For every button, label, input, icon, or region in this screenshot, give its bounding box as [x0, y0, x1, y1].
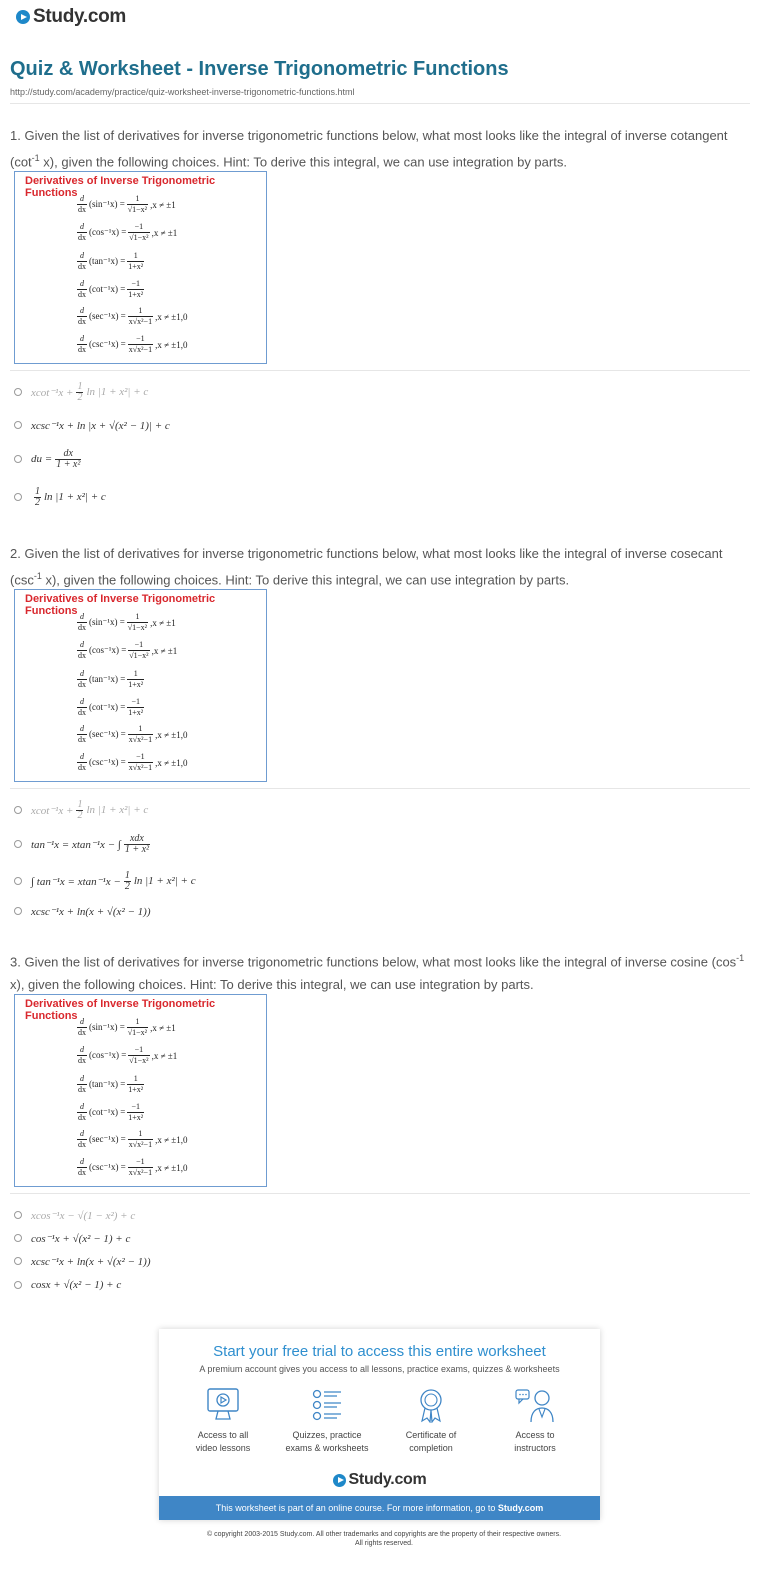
fraction-denominator: dx — [78, 735, 86, 744]
formula-function: (cot⁻¹x) = — [89, 284, 126, 294]
answer-option[interactable] — [14, 1275, 121, 1295]
option-expression: ln |1 + x²| + c — [133, 875, 196, 887]
fraction-denominator: 1+x² — [128, 1085, 144, 1094]
fraction — [34, 487, 41, 508]
option-expression: du = — [31, 453, 53, 465]
formula-function: (cot⁻¹x) = — [89, 702, 126, 712]
fraction-numerator: 1 — [127, 669, 144, 680]
fraction-denominator: dx — [78, 1113, 86, 1122]
fraction-numerator: d — [77, 612, 87, 623]
fraction-numerator: 1 — [77, 798, 83, 810]
derivative-formula — [77, 640, 179, 666]
fraction-denominator: x√x²−1 — [128, 735, 153, 744]
fraction — [127, 1102, 144, 1123]
fraction-denominator: 1 + x² — [124, 843, 150, 855]
promo-bar-text: This worksheet is part of an online course. For more information, go to — [215, 1503, 498, 1513]
formula-function: (cos⁻¹x) = — [89, 227, 127, 237]
question-body: x), given the following choices. Hint: To derive this integral, we can use integration by parts. — [39, 154, 567, 170]
fraction-denominator: √1−x² — [127, 623, 148, 632]
fraction — [127, 194, 148, 215]
fraction-numerator: d — [77, 279, 87, 290]
option-expression: xcot⁻¹x + — [31, 804, 74, 817]
derivative-formula — [77, 1102, 148, 1128]
fraction-denominator: x√x²−1 — [128, 763, 153, 772]
fraction-numerator: −1 — [127, 697, 144, 708]
fraction — [127, 279, 144, 300]
formula-function: (tan⁻¹x) = — [89, 674, 126, 684]
question-text — [10, 947, 750, 996]
formula-function: (cos⁻¹x) = — [89, 1050, 127, 1060]
certificate-ribbon-icon — [414, 1387, 448, 1423]
fraction-numerator: d — [77, 1129, 87, 1140]
fraction — [128, 1129, 153, 1150]
free-trial-promo — [159, 1329, 600, 1520]
fraction — [77, 1129, 87, 1150]
fraction-numerator: d — [77, 640, 87, 651]
fraction-denominator: dx — [78, 317, 86, 326]
feature-line: Access to — [515, 1430, 555, 1440]
inverse-superscript: -1 — [736, 953, 745, 963]
derivatives-table-title: Derivatives of Inverse Trigonometric Functions — [25, 998, 216, 1022]
question-body: x), given the following choices. Hint: To derive this integral, we can use integration by parts. — [10, 977, 534, 993]
fraction-numerator: −1 — [128, 334, 153, 345]
answer-option[interactable] — [14, 449, 84, 469]
feature-line: instructors — [514, 1443, 556, 1453]
derivatives-table-title: Derivatives of Inverse Trigonometric Functions — [25, 175, 216, 199]
formula-function: (cos⁻¹x) = — [89, 645, 127, 655]
study-logo[interactable] — [16, 6, 126, 28]
formula-function: (cot⁻¹x) = — [89, 1107, 126, 1117]
question-number: 3. — [10, 954, 21, 970]
fraction-denominator: √1−x² — [129, 651, 149, 660]
derivatives-table-image — [14, 589, 267, 782]
answer-option[interactable] — [14, 382, 148, 402]
fraction — [77, 724, 87, 745]
fraction-denominator: dx — [78, 205, 86, 214]
derivative-formula — [77, 697, 148, 723]
derivative-formula — [77, 222, 179, 248]
divider — [10, 1193, 750, 1194]
formula-function: (sin⁻¹x) = — [89, 617, 125, 627]
option-expression: xcsc⁻¹x + ln |x + √(x² − 1)| + c — [31, 419, 170, 432]
fraction — [77, 697, 87, 718]
answer-option[interactable] — [14, 901, 151, 921]
formula-condition: ,x ≠ ±1,0 — [155, 757, 188, 768]
fraction-numerator: d — [77, 194, 87, 205]
formula-condition: ,x ≠ ±1 — [150, 617, 176, 628]
logo-text: Study.com — [33, 6, 127, 27]
fraction — [77, 752, 87, 773]
derivative-formula — [77, 1017, 178, 1043]
fraction-denominator: dx — [78, 651, 86, 660]
fraction-numerator: 1 — [127, 194, 148, 205]
option-expression: ln |1 + x²| + c — [86, 386, 149, 398]
feature-line: completion — [409, 1443, 453, 1453]
fraction — [128, 334, 153, 355]
fraction-denominator: dx — [78, 680, 86, 689]
promo-info-bar — [159, 1496, 600, 1520]
fraction-denominator: dx — [78, 233, 86, 242]
derivatives-table-image — [14, 994, 267, 1187]
fraction-denominator: 1+x² — [128, 680, 144, 689]
formula-function: (sin⁻¹x) = — [89, 1022, 125, 1032]
radio-button[interactable] — [14, 1234, 22, 1242]
derivative-formula — [77, 1157, 189, 1183]
feature-certificate — [381, 1387, 481, 1455]
fraction — [77, 194, 87, 215]
fraction-numerator: 1 — [128, 724, 153, 735]
fraction-denominator: dx — [78, 708, 86, 717]
derivatives-table-image — [14, 171, 267, 364]
derivative-formula — [77, 306, 189, 332]
fraction — [127, 1074, 144, 1095]
formula-condition: ,x ≠ ±1 — [151, 1050, 178, 1061]
fraction-numerator: d — [77, 669, 87, 680]
radio-button[interactable] — [14, 1281, 22, 1289]
divider — [10, 103, 750, 104]
radio-button[interactable] — [14, 1257, 22, 1265]
fraction-denominator: x√x²−1 — [128, 1140, 153, 1149]
formula-function: (tan⁻¹x) = — [89, 1079, 126, 1089]
fraction-denominator: 1 + x² — [56, 458, 81, 470]
question-text — [10, 542, 750, 591]
derivative-formula — [77, 1074, 148, 1100]
fraction — [77, 1157, 87, 1178]
fraction-denominator: 2 — [124, 880, 130, 892]
formula-condition: ,x ≠ ±1 — [150, 1022, 176, 1033]
fraction-numerator: 1 — [35, 485, 40, 497]
derivative-formula — [77, 752, 189, 778]
derivative-formula — [77, 1045, 179, 1071]
fraction-numerator: −1 — [128, 752, 153, 763]
formula-condition: ,x ≠ ±1,0 — [155, 339, 188, 350]
fraction-numerator: d — [77, 724, 87, 735]
derivative-formula — [77, 612, 178, 638]
option-expression: ∫ tan⁻¹x = xtan⁻¹x − — [31, 875, 121, 888]
fraction-denominator: 1+x² — [128, 708, 144, 717]
fraction-denominator: dx — [78, 623, 86, 632]
answer-option[interactable] — [14, 800, 148, 820]
radio-button[interactable] — [14, 877, 22, 885]
fraction-denominator: 2 — [77, 809, 83, 821]
fraction — [77, 1045, 87, 1066]
page-url: http://study.com/academy/practice/quiz-worksheet-inverse-trigonometric-functions.html — [10, 87, 355, 97]
fraction — [128, 752, 153, 773]
fraction-numerator: d — [77, 1157, 87, 1168]
feature-quizzes — [277, 1387, 377, 1455]
fraction — [124, 834, 150, 855]
formula-condition: ,x ≠ ±1 — [151, 645, 178, 656]
fraction — [127, 1017, 148, 1038]
derivative-formula — [77, 1129, 189, 1155]
radio-button[interactable] — [14, 840, 22, 848]
formula-condition: ,x ≠ ±1,0 — [155, 729, 188, 740]
fraction-denominator: dx — [78, 1085, 86, 1094]
answer-option[interactable] — [14, 871, 196, 891]
fraction-denominator: x√x²−1 — [128, 317, 153, 326]
fraction — [76, 382, 83, 403]
fraction-numerator: d — [77, 697, 87, 708]
fraction-denominator: dx — [78, 1028, 86, 1037]
fraction — [77, 222, 87, 243]
fraction — [127, 669, 144, 690]
option-expression: tan⁻¹x = xtan⁻¹x − ∫ — [31, 838, 121, 851]
derivative-formula — [77, 724, 189, 750]
derivative-formula — [77, 669, 148, 695]
fraction-numerator: −1 — [127, 279, 144, 290]
fraction-denominator: √1−x² — [129, 233, 149, 242]
promo-subtitle: A premium account gives you access to all lessons, practice exams, quizzes & worksheets — [199, 1364, 560, 1374]
derivative-formula — [77, 194, 178, 220]
fraction-numerator: −1 — [127, 1102, 144, 1113]
page-title: Quiz & Worksheet - Inverse Trigonometric Functions — [10, 58, 509, 80]
inverse-superscript: -1 — [33, 571, 42, 581]
formula-function: (sec⁻¹x) = — [89, 311, 126, 321]
fraction — [77, 669, 87, 690]
formula-condition: ,x ≠ ±1 — [150, 199, 176, 210]
option-expression: cos⁻¹x + √(x² − 1) + c — [31, 1232, 131, 1245]
derivative-formula — [77, 279, 148, 305]
inverse-superscript: -1 — [31, 153, 40, 163]
fraction-denominator: dx — [78, 1056, 86, 1065]
fraction-numerator: 1 — [127, 612, 148, 623]
fraction — [77, 279, 87, 300]
fraction — [128, 724, 153, 745]
fraction-numerator: d — [77, 1017, 87, 1028]
fraction-denominator: dx — [78, 763, 86, 772]
question-body: Given the list of derivatives for inverse trigonometric functions below, what most looks like the integral of inverse cosecant (csc — [10, 546, 723, 588]
fraction-numerator: 1 — [127, 1017, 148, 1028]
derivatives-table-title: Derivatives of Inverse Trigonometric Functions — [25, 593, 216, 617]
copyright-line: All rights reserved. — [355, 1540, 413, 1547]
fraction-numerator: d — [77, 1074, 87, 1085]
fraction — [127, 251, 144, 272]
answer-option[interactable] — [14, 1205, 135, 1225]
fraction-denominator: 1+x² — [128, 262, 144, 271]
promo-title[interactable]: Start your free trial to access this entire worksheet — [213, 1343, 546, 1360]
radio-button[interactable] — [14, 806, 22, 814]
radio-button[interactable] — [14, 388, 22, 396]
formula-function: (tan⁻¹x) = — [89, 256, 126, 266]
formula-function: (sec⁻¹x) = — [89, 1134, 126, 1144]
fraction-denominator: dx — [78, 1168, 86, 1177]
fraction — [77, 612, 87, 633]
formula-function: (sin⁻¹x) = — [89, 199, 125, 209]
fraction — [77, 334, 87, 355]
feature-line: Access to all — [197, 1430, 249, 1440]
promo-study-logo[interactable] — [159, 1471, 600, 1489]
fraction-numerator: d — [77, 251, 87, 262]
fraction-numerator: d — [77, 1102, 87, 1113]
radio-button[interactable] — [14, 455, 22, 463]
answer-option[interactable] — [14, 1228, 130, 1248]
derivative-formula — [77, 251, 148, 277]
divider — [10, 370, 750, 371]
answer-option[interactable] — [14, 834, 153, 854]
fraction-denominator: x√x²−1 — [128, 345, 153, 354]
fraction — [128, 1157, 153, 1178]
radio-button[interactable] — [14, 493, 22, 501]
fraction-denominator: √1−x² — [127, 1028, 148, 1037]
feature-line: Certificate of — [405, 1430, 457, 1440]
fraction-denominator: dx — [78, 1140, 86, 1149]
formula-condition: ,x ≠ ±1 — [151, 227, 178, 238]
option-expression: xcot⁻¹x + — [31, 386, 74, 399]
option-expression: ln |1 + x²| + c — [86, 804, 149, 816]
fraction-denominator: dx — [78, 262, 86, 271]
fraction-numerator: 1 — [127, 251, 144, 262]
fraction — [77, 251, 87, 272]
copyright-line: © copyright 2003-2015 Study.com. All other trademarks and copyrights are the property of their respective owners. — [206, 1531, 562, 1538]
formula-function: (csc⁻¹x) = — [89, 339, 126, 349]
radio-button[interactable] — [14, 907, 22, 915]
radio-button[interactable] — [14, 421, 22, 429]
fraction-numerator: −1 — [128, 1045, 149, 1056]
fraction — [77, 306, 87, 327]
fraction — [128, 222, 149, 243]
question-text — [10, 124, 750, 173]
option-expression: cosx + √(x² − 1) + c — [31, 1279, 122, 1291]
feature-video-lessons — [173, 1387, 273, 1455]
fraction-numerator: −1 — [128, 640, 149, 651]
derivative-formula — [77, 334, 189, 360]
option-expression: ln |1 + x²| + c — [44, 491, 106, 503]
fraction — [128, 1045, 149, 1066]
fraction-denominator: dx — [78, 345, 86, 354]
fraction — [76, 800, 83, 821]
fraction-denominator: √1−x² — [129, 1056, 149, 1065]
fraction-numerator: d — [77, 752, 87, 763]
radio-button[interactable] — [14, 1211, 22, 1219]
fraction — [55, 449, 81, 470]
formula-function: (sec⁻¹x) = — [89, 729, 126, 739]
fraction-numerator: 1 — [128, 306, 153, 317]
fraction-numerator: d — [77, 222, 87, 233]
fraction-numerator: dx — [55, 449, 81, 460]
fraction-denominator: 2 — [35, 496, 40, 508]
question-body: Given the list of derivatives for inverse trigonometric functions below, what most looks like the integral of inverse cosine (cos — [20, 954, 737, 970]
fraction — [127, 612, 148, 633]
fraction-denominator: 1+x² — [128, 290, 144, 299]
question-body: Given the list of derivatives for inverse trigonometric functions below, what most looks like the integral of inverse cotangent (cot — [10, 128, 728, 170]
feature-line: Quizzes, practice — [292, 1430, 362, 1440]
fraction-numerator: −1 — [128, 222, 149, 233]
fraction-denominator: 1+x² — [128, 1113, 144, 1122]
answer-option[interactable] — [14, 487, 106, 507]
fraction-numerator: d — [77, 1045, 87, 1056]
instructor-chat-icon — [515, 1387, 555, 1423]
fraction-denominator: x√x²−1 — [128, 1168, 153, 1177]
fraction-numerator: 1 — [77, 380, 83, 392]
quizzes-list-icon — [310, 1387, 344, 1423]
option-expression: xcsc⁻¹x + ln(x + √(x² − 1)) — [31, 1255, 151, 1268]
fraction-numerator: d — [77, 306, 87, 317]
feature-line: video lessons — [195, 1443, 251, 1453]
answer-option[interactable] — [14, 415, 170, 435]
fraction-numerator: 1 — [124, 869, 130, 881]
fraction-numerator: xdx — [124, 834, 150, 845]
fraction-denominator: dx — [78, 290, 86, 299]
divider — [10, 788, 750, 789]
fraction-numerator: d — [77, 334, 87, 345]
fraction — [77, 640, 87, 661]
video-lessons-icon — [206, 1387, 240, 1423]
fraction — [128, 306, 153, 327]
fraction-numerator: 1 — [127, 1074, 144, 1085]
fraction-numerator: 1 — [128, 1129, 153, 1140]
question-number: 2. — [10, 546, 21, 561]
option-expression: xcsc⁻¹x + ln(x + √(x² − 1)) — [31, 905, 151, 918]
formula-condition: ,x ≠ ±1,0 — [155, 1134, 188, 1145]
play-circle-icon — [16, 10, 30, 24]
fraction — [77, 1017, 87, 1038]
option-expression: xcos⁻¹x − √(1 − x²) + c — [31, 1209, 136, 1222]
copyright — [0, 1530, 768, 1548]
promo-logo-text: Study.com — [348, 1471, 427, 1488]
question-number: 1. — [10, 128, 21, 143]
formula-condition: ,x ≠ ±1,0 — [155, 1162, 188, 1173]
fraction-denominator: √1−x² — [127, 205, 148, 214]
feature-line: exams & worksheets — [285, 1443, 369, 1453]
fraction — [77, 1102, 87, 1123]
question-body: x), given the following choices. Hint: To derive this integral, we can use integration by parts. — [41, 572, 570, 588]
promo-bar-link[interactable]: Study.com — [497, 1503, 544, 1513]
play-circle-icon — [333, 1474, 346, 1487]
formula-function: (csc⁻¹x) = — [89, 757, 126, 767]
fraction-numerator: −1 — [128, 1157, 153, 1168]
fraction — [77, 1074, 87, 1095]
formula-condition: ,x ≠ ±1,0 — [155, 311, 188, 322]
fraction — [124, 871, 131, 892]
feature-instructors — [485, 1387, 585, 1455]
fraction-denominator: 2 — [77, 391, 83, 403]
fraction — [127, 697, 144, 718]
answer-option[interactable] — [14, 1251, 151, 1271]
formula-function: (csc⁻¹x) = — [89, 1162, 126, 1172]
fraction — [128, 640, 149, 661]
